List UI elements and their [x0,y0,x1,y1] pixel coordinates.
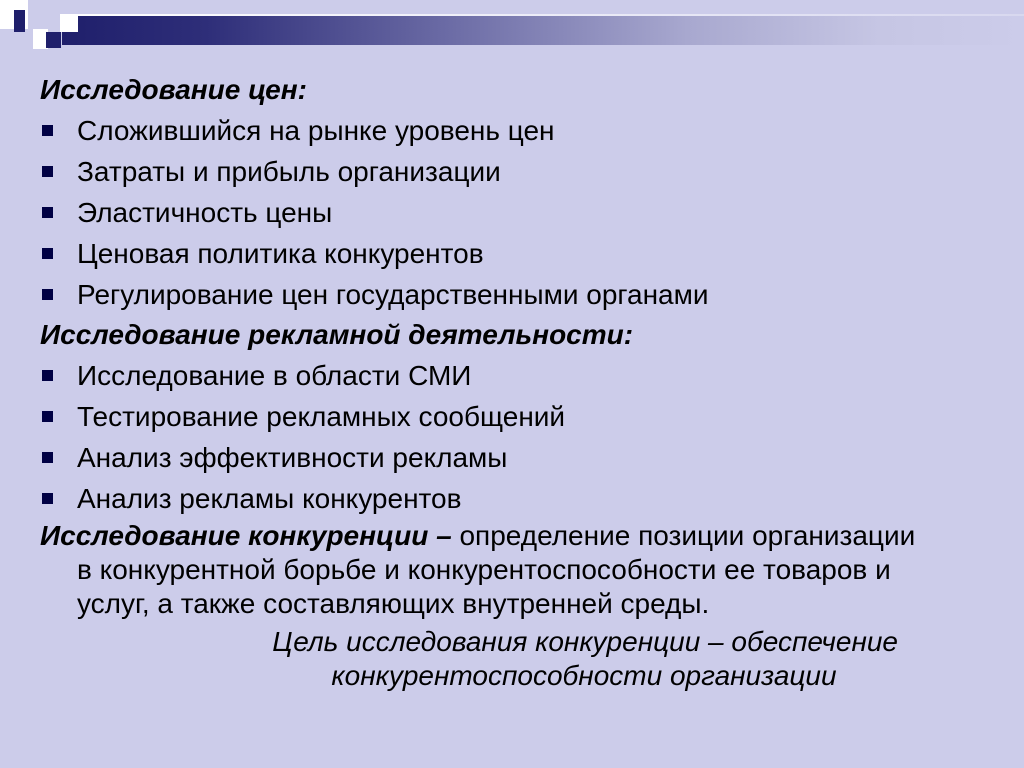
competition-definition-text: определение позиции организации в конкурентной борьбе и конкурентоспособности ее товаров и услуг, а также составляющих внутренней среды. [77,520,916,619]
header-gradient-band [62,16,1024,45]
list-item [40,274,920,315]
list-item [40,151,920,192]
square-bullet-icon [42,452,53,463]
list-item [40,437,920,478]
list-item-text: Сложившийся на рынке уровень цен [77,115,555,146]
list-item-text: Исследование в области СМИ [77,360,472,391]
list-item-text: Анализ эффективности рекламы [77,442,508,473]
square-bullet-icon [42,248,53,259]
list-item-text: Эластичность цены [77,197,333,228]
list-item [40,355,920,396]
list-item [40,233,920,274]
decorative-square-navy [46,32,61,48]
list-item [40,192,920,233]
square-bullet-icon [42,289,53,300]
list-item [40,478,920,519]
goal-line-2: конкурентоспособности организации [331,660,837,691]
decorative-square-navy [14,10,25,32]
competition-definition [40,519,920,621]
list-item [40,110,920,151]
list-item-text: Тестирование рекламных сообщений [77,401,566,432]
square-bullet-icon [42,166,53,177]
advertising-list [40,355,920,519]
square-bullet-icon [42,370,53,381]
section-heading-advertising: Исследование рекламной деятельности: [40,319,634,350]
square-bullet-icon [42,411,53,422]
decorative-square-white [60,14,78,32]
prices-list [40,110,920,315]
list-item-text: Ценовая политика конкурентов [77,238,484,269]
list-item-text: Анализ рекламы конкурентов [77,483,462,514]
competition-term: Исследование конкуренции – [40,520,452,551]
square-bullet-icon [42,125,53,136]
goal-line-1: Цель исследования конкуренции – обеспечение [272,626,898,657]
slide-content [40,70,920,693]
list-item-text: Затраты и прибыль организации [77,156,501,187]
square-bullet-icon [42,493,53,504]
list-item-text: Регулирование цен государственными органами [77,279,709,310]
section-heading-prices: Исследование цен: [40,74,307,105]
list-item [40,396,920,437]
square-bullet-icon [42,207,53,218]
competition-goal [40,625,920,693]
